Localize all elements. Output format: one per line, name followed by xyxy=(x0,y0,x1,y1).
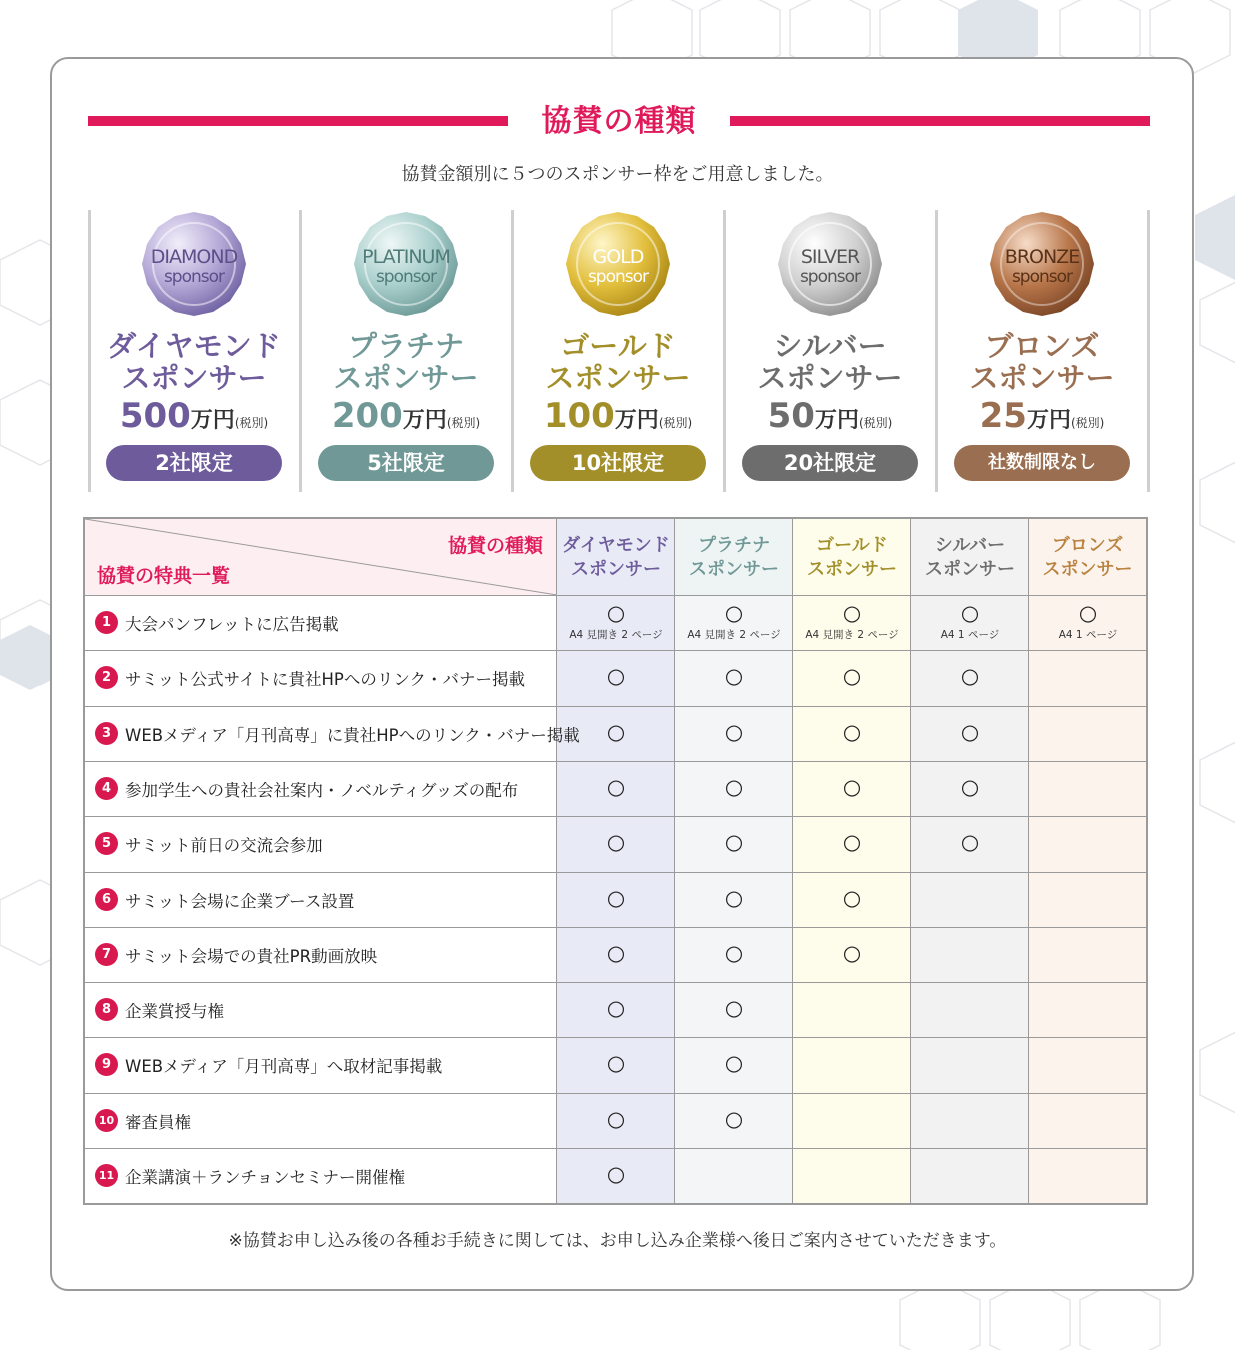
benefit-label: 大会パンフレットに広告掲載 xyxy=(125,615,339,634)
included-mark: ○ xyxy=(1078,601,1098,625)
row-number-badge: 7 xyxy=(95,943,118,966)
benefit-label: 参加学生への貴社会社案内・ノベルティグッズの配布 xyxy=(125,781,519,800)
price-unit: 万円 xyxy=(1026,408,1071,433)
benefit-label: サミット会場に企業ブース設置 xyxy=(125,892,355,911)
medal-label: sponsor xyxy=(375,267,437,287)
included-mark: ○ xyxy=(606,775,626,799)
price-tax: (税別) xyxy=(658,416,693,430)
column-header-line: スポンサー xyxy=(571,559,661,580)
included-mark: ○ xyxy=(724,941,744,965)
benefit-note: A4 見開き 2 ページ xyxy=(687,629,781,641)
price-amount: 100 xyxy=(543,396,615,436)
price-unit: 万円 xyxy=(190,408,235,433)
footnote: ※協賛お申し込み後の各種お手続きに関しては、お申し込み企業様へ後日ご案内させていただきます。 xyxy=(228,1231,1007,1251)
sponsor-name-line: ブロンズ xyxy=(984,329,1100,363)
benefit-label: WEBメディア「月刊高専」へ取材記事掲載 xyxy=(125,1057,443,1076)
row-number-badge: 8 xyxy=(95,998,118,1021)
included-mark: ○ xyxy=(606,996,626,1020)
sponsor-name xyxy=(512,330,724,394)
benefit-note: A4 1 ページ xyxy=(1058,629,1118,641)
included-mark: ○ xyxy=(606,1051,626,1075)
row-number-badge: 5 xyxy=(95,832,118,855)
included-mark: ○ xyxy=(606,886,626,910)
row-number-badge: 1 xyxy=(95,611,118,634)
price-unit: 万円 xyxy=(402,408,447,433)
included-mark: ○ xyxy=(724,775,744,799)
silver-medal-icon xyxy=(776,210,884,318)
medal-label: PLATINUM xyxy=(362,246,450,268)
table-row xyxy=(85,595,1146,650)
column-header-line: スポンサー xyxy=(689,559,779,580)
medal-label: DIAMOND xyxy=(150,246,238,268)
price-amount: 200 xyxy=(331,396,403,436)
column-header-line: ゴールド xyxy=(816,535,888,556)
row-number-badge: 2 xyxy=(95,666,118,689)
limit-badge: 20社限定 xyxy=(742,445,918,481)
table-row xyxy=(85,650,1146,705)
price-tax: (税別) xyxy=(234,416,269,430)
sponsor-name-line: シルバー xyxy=(773,329,887,363)
included-mark: ○ xyxy=(724,1051,744,1075)
sponsor-name xyxy=(936,330,1148,394)
price-tax: (税別) xyxy=(1070,416,1105,430)
sponsor-card-platinum xyxy=(300,208,512,493)
table-row xyxy=(85,927,1146,982)
sponsor-name-line: スポンサー xyxy=(333,361,479,395)
benefit-label: サミット前日の交流会参加 xyxy=(125,836,323,855)
sponsor-price xyxy=(512,396,724,436)
price-tax: (税別) xyxy=(858,416,893,430)
benefit-label: 審査員権 xyxy=(125,1113,191,1132)
benefit-note: A4 見開き 2 ページ xyxy=(569,629,663,641)
column-header-gold xyxy=(793,519,911,595)
sponsor-cards xyxy=(88,208,1150,493)
included-mark: ○ xyxy=(960,775,980,799)
sponsor-name xyxy=(300,330,512,394)
table-header-corner xyxy=(85,519,557,595)
medal-label: GOLD xyxy=(592,246,644,268)
sponsor-price xyxy=(300,396,512,436)
included-mark: ○ xyxy=(960,664,980,688)
column-header-line: スポンサー xyxy=(925,559,1015,580)
sponsor-price xyxy=(936,396,1148,436)
sponsor-name-line: ダイヤモンド xyxy=(107,329,281,363)
column-header-diamond xyxy=(557,519,675,595)
sponsor-card-gold xyxy=(512,208,724,493)
table-row xyxy=(85,761,1146,816)
price-tax: (税別) xyxy=(446,416,481,430)
included-mark: ○ xyxy=(724,664,744,688)
price-amount: 50 xyxy=(767,396,815,436)
sponsor-price xyxy=(724,396,936,436)
included-mark: ○ xyxy=(842,664,862,688)
row-number-badge: 10 xyxy=(95,1109,118,1132)
sponsor-card-diamond xyxy=(88,208,300,493)
sponsor-card-silver xyxy=(724,208,936,493)
medal-label: SILVER xyxy=(800,246,860,268)
benefit-note: A4 1 ページ xyxy=(940,629,1000,641)
included-mark: ○ xyxy=(960,830,980,854)
included-mark: ○ xyxy=(842,720,862,744)
included-mark: ○ xyxy=(606,664,626,688)
price-unit: 万円 xyxy=(614,408,659,433)
sponsor-name-line: スポンサー xyxy=(121,361,267,395)
sponsor-name-line: ゴールド xyxy=(560,329,676,363)
benefits-table xyxy=(83,517,1148,1205)
included-mark: ○ xyxy=(842,775,862,799)
included-mark: ○ xyxy=(724,996,744,1020)
sponsor-card-bronze xyxy=(936,208,1148,493)
limit-badge: 2社限定 xyxy=(106,445,282,481)
sponsor-name-line: スポンサー xyxy=(757,361,903,395)
row-number-badge: 9 xyxy=(95,1053,118,1076)
page-subtitle: 協賛金額別に５つのスポンサー枠をご用意しました。 xyxy=(401,164,834,185)
header-benefits-label: 協賛の特典一覧 xyxy=(97,565,231,587)
column-header-line: スポンサー xyxy=(1042,559,1133,580)
limit-badge: 社数制限なし xyxy=(954,445,1130,481)
included-mark: ○ xyxy=(606,1107,626,1131)
table-row xyxy=(85,982,1146,1037)
table-row xyxy=(85,1037,1146,1092)
column-header-line: ダイヤモンド xyxy=(562,535,670,556)
gold-medal-icon xyxy=(564,210,672,318)
included-mark: ○ xyxy=(724,1107,744,1131)
price-amount: 500 xyxy=(119,396,191,436)
included-mark: ○ xyxy=(724,601,744,625)
included-mark: ○ xyxy=(606,941,626,965)
diamond-medal-icon xyxy=(140,210,248,318)
benefit-label: サミット会場での貴社PR動画放映 xyxy=(125,947,378,966)
included-mark: ○ xyxy=(606,1162,626,1186)
included-mark: ○ xyxy=(960,601,980,625)
bronze-medal-icon xyxy=(988,210,1096,318)
medal-label: sponsor xyxy=(163,267,225,287)
included-mark: ○ xyxy=(724,830,744,854)
limit-badge: 5社限定 xyxy=(318,445,494,481)
sponsor-name xyxy=(724,330,936,394)
row-number-badge: 3 xyxy=(95,722,118,745)
column-header-line: ブロンズ xyxy=(1051,535,1124,556)
benefit-label: WEBメディア「月刊高専」に貴社HPへのリンク・バナー掲載 xyxy=(125,726,580,745)
price-unit: 万円 xyxy=(814,408,859,433)
header-type-label: 協賛の種類 xyxy=(447,535,543,557)
included-mark: ○ xyxy=(724,886,744,910)
row-number-badge: 6 xyxy=(95,888,118,911)
column-header-line: シルバー xyxy=(934,535,1006,556)
included-mark: ○ xyxy=(842,886,862,910)
column-header-platinum xyxy=(675,519,793,595)
row-number-badge: 4 xyxy=(95,777,118,800)
platinum-medal-icon xyxy=(352,210,460,318)
benefit-label: 企業賞授与権 xyxy=(125,1002,224,1021)
price-amount: 25 xyxy=(979,396,1027,436)
row-number-badge: 11 xyxy=(95,1164,118,1187)
limit-badge: 10社限定 xyxy=(530,445,706,481)
sponsor-name-line: スポンサー xyxy=(545,361,691,395)
sponsor-price xyxy=(88,396,300,436)
included-mark: ○ xyxy=(842,941,862,965)
included-mark: ○ xyxy=(842,601,862,625)
medal-label: sponsor xyxy=(799,267,861,287)
column-header-silver xyxy=(911,519,1029,595)
section-title-row xyxy=(88,96,1150,148)
page-title: 協賛の種類 xyxy=(541,104,697,139)
included-mark: ○ xyxy=(960,720,980,744)
sponsor-name-line: スポンサー xyxy=(969,361,1115,395)
medal-label: sponsor xyxy=(1011,267,1073,287)
table-row xyxy=(85,816,1146,871)
included-mark: ○ xyxy=(724,720,744,744)
table-row xyxy=(85,706,1146,761)
medal-label: sponsor xyxy=(587,267,649,287)
benefit-label: 企業講演＋ランチョンセミナー開催権 xyxy=(125,1168,406,1187)
benefit-label: サミット公式サイトに貴社HPへのリンク・バナー掲載 xyxy=(125,670,526,689)
table-row xyxy=(85,1093,1146,1148)
column-header-line: スポンサー xyxy=(807,559,897,580)
sponsor-name xyxy=(88,330,300,394)
included-mark: ○ xyxy=(606,601,626,625)
sponsor-name-line: プラチナ xyxy=(347,329,464,363)
included-mark: ○ xyxy=(606,830,626,854)
benefit-note: A4 見開き 2 ページ xyxy=(805,629,899,641)
table-row xyxy=(85,872,1146,927)
column-header-line: プラチナ xyxy=(698,535,770,556)
included-mark: ○ xyxy=(606,720,626,744)
column-header-bronze xyxy=(1029,519,1146,595)
table-row xyxy=(85,1148,1146,1203)
included-mark: ○ xyxy=(842,830,862,854)
medal-label: BRONZE xyxy=(1004,246,1080,268)
